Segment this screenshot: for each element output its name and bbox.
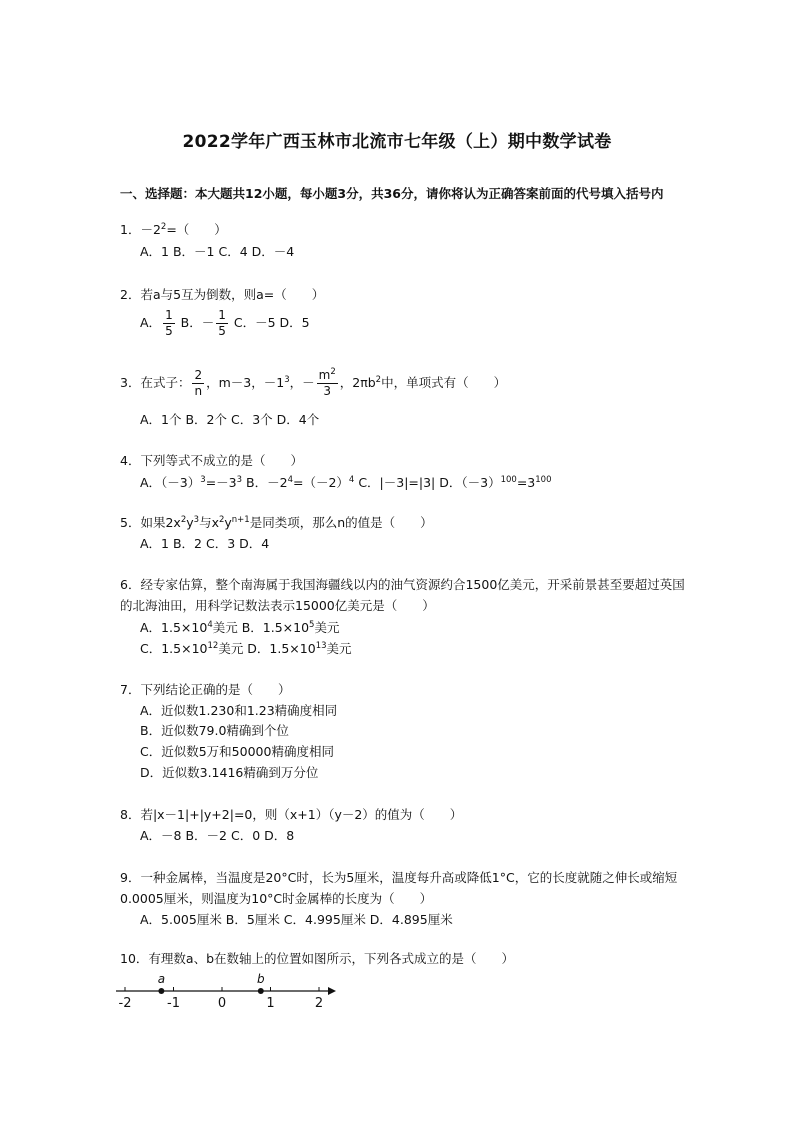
question-5-options: A．1 B．2 C．3 D．4 — [140, 536, 270, 551]
question-3-options: A．1个 B．2个 C．3个 D．4个 — [140, 412, 320, 427]
question-6: 6．经专家估算，整个南海属于我国海疆线以内的油气资源约合1500亿美元，开采前景甚至要超过英国的北海油田，用科学记数法表示15000亿美元是（ ） — [120, 577, 685, 613]
number-line-tick-label: -1 — [167, 996, 180, 1011]
question-7-option-a: A．近似数1.230和1.23精确度相同 — [140, 703, 338, 718]
question-6-options-cd: C．$1.5\times 10^{12}$美元 D．$1.5\times 10^{13}$美元 — [140, 641, 352, 656]
question-9: 9．一种金属棒，当温度是20°C时，长为5厘米，温度每升高或降低1°C，它的长度就随之伸长或缩短0.0005厘米，则温度为10°C时金属棒的长度为（ ） — [120, 870, 678, 906]
question-2-options: A． $\frac{1}{5}$ B．－ $\frac{1}{5}$ C．－5 D．5 — [140, 308, 310, 338]
question-7-option-d: D．近似数3.1416精确到万分位 — [140, 765, 319, 780]
question-8: 8．若|x－1|+|y+2|=0，则（x+1）（y－2）的值为（ ） — [120, 807, 463, 822]
question-6-options-ab: A．$1.5\times 10^4$美元 B．$1.5\times 10^5$美元 — [140, 620, 340, 635]
fraction-m2-over-3: $\frac{m^2}{3}$ — [318, 367, 336, 398]
question-7-option-c: C．近似数5万和50000精确度相同 — [140, 744, 334, 759]
question-4-options: A．$(-3)^3=-3^3$ B．$-2^4=(-2)^4$ C．|－3|=|3| D．$(-3)^{100}=3^{100}$ — [140, 475, 552, 490]
question-10: 10．有理数a、b在数轴上的位置如图所示，下列各式成立的是（ ） — [120, 951, 515, 966]
section-heading: 一、选择题：本大题共12小题，每小题3分，共36分，请你将认为正确答案前面的代号填入括号内 — [120, 186, 664, 201]
fraction-one-fifth: $\frac{1}{5}$ — [218, 308, 226, 338]
point-a-label: a — [157, 972, 166, 986]
number-line-tick-label: 1 — [266, 996, 275, 1011]
question-1: 1．$-2^2=$（ ） — [120, 222, 227, 237]
number-line-figure — [112, 968, 352, 1016]
number-line-tick-label: 0 — [217, 996, 227, 1011]
question-4: 4．下列等式不成立的是（ ） — [120, 453, 303, 468]
question-7-option-b: B．近似数79.0精确到个位 — [140, 723, 289, 738]
point-b — [258, 988, 264, 994]
question-1-options: A．1 B．－1 C．4 D．－4 — [140, 244, 295, 259]
number-line-tick-label: 2 — [314, 996, 324, 1011]
question-3: 3．在式子： $\frac{2}{n}$ ，m－3，$-1^3$，－ $\frac{m^2}{3}$ ，$2\pi b^2$中，单项式有（ ） — [120, 367, 507, 398]
page-title: 2022学年广西玉林市北流市七年级（上）期中数学试卷 — [182, 132, 612, 152]
question-2: 2．若a与5互为倒数，则a=（ ） — [120, 287, 325, 302]
question-9-options: A．5.005厘米 B．5厘米 C．4.995厘米 D．4.895厘米 — [140, 912, 453, 927]
question-8-options: A．－8 B．－2 C．0 D．8 — [140, 828, 295, 843]
arrow-right-icon — [328, 987, 336, 995]
fraction-one-fifth: $\frac{1}{5}$ — [165, 308, 173, 338]
point-a — [158, 988, 164, 994]
fraction-2-over-n: $\frac{2}{n}$ — [194, 368, 203, 398]
question-7: 7．下列结论正确的是（ ） — [120, 682, 291, 697]
point-b-label: b — [256, 972, 265, 986]
number-line-tick-label: -2 — [118, 996, 132, 1011]
question-5: 5．如果$2x^2y^3$与$x^2y^{n+1}$是同类项，那么n的值是（ ） — [120, 515, 433, 530]
